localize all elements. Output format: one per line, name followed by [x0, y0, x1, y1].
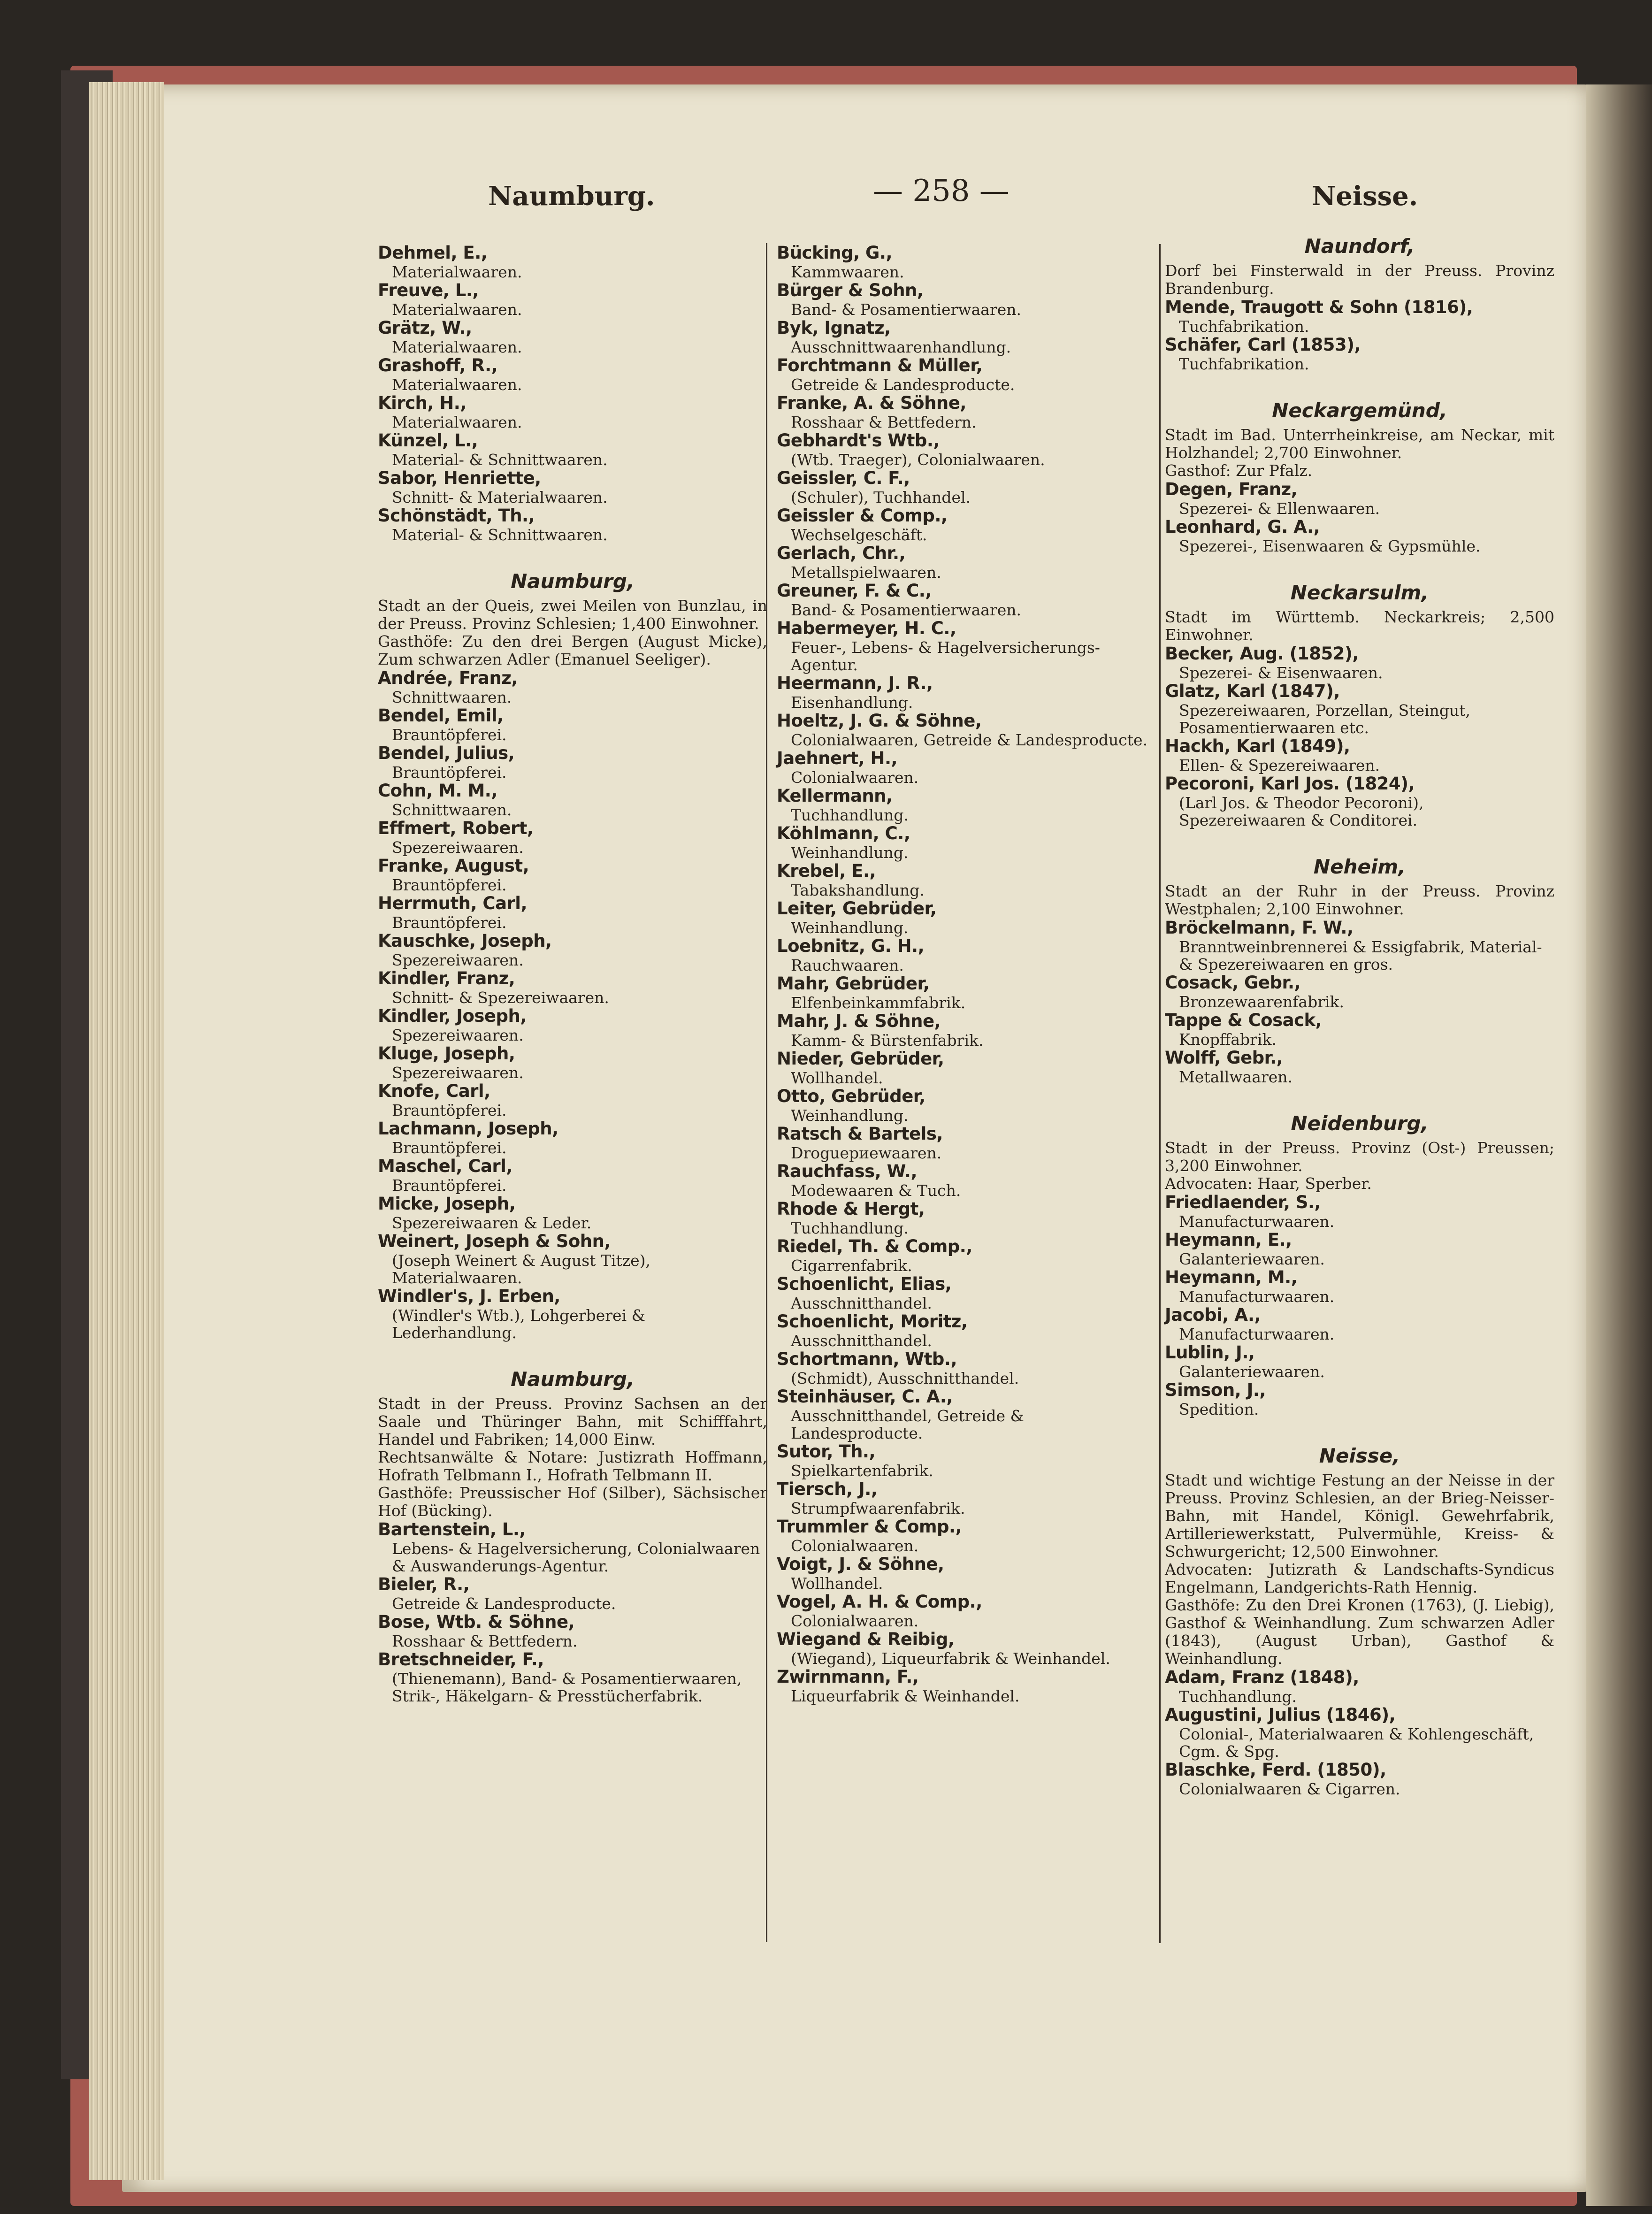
city-heading: Neckarsulm, — [1290, 581, 1429, 604]
directory-entry — [1165, 973, 1554, 1011]
directory-entry — [777, 1555, 1158, 1592]
entry-trade: Tuchhandlung. — [791, 1219, 909, 1237]
directory-entry — [1165, 335, 1554, 373]
directory-entry — [1165, 1230, 1554, 1268]
city-description: Gasthöfe: Zu den drei Bergen (August Micke), Zum schwarzen Adler (Emanuel Seeliger). — [378, 632, 767, 668]
city-description: Dorf bei Finsterwald in der Preuss. Provinz Brandenburg. — [1165, 261, 1554, 298]
directory-entry — [777, 1087, 1158, 1124]
entry-trade: Spezereiwaaren. — [392, 951, 524, 969]
entry-name: Simson, J., — [1165, 1380, 1266, 1400]
city-heading: Neckargemünd, — [1272, 399, 1447, 422]
directory-entry — [378, 743, 767, 781]
directory-entry — [777, 318, 1158, 356]
entry-name: Schäfer, Carl (1853), — [1165, 335, 1361, 355]
directory-entry — [777, 1592, 1158, 1630]
entry-name: Trummler & Comp., — [777, 1517, 962, 1537]
directory-entry — [378, 894, 767, 931]
directory-entry — [777, 581, 1158, 619]
directory-entry — [777, 786, 1158, 824]
city-heading: Neisse, — [1319, 1444, 1400, 1467]
entry-name: Schoenlicht, Elias, — [777, 1274, 952, 1294]
entry-trade: Tuchfabrikation. — [1179, 355, 1309, 373]
directory-entry — [777, 243, 1158, 281]
entry-name: Knofe, Carl, — [378, 1081, 490, 1101]
entry-trade: Cigarrenfabrik. — [791, 1256, 912, 1275]
entry-name: Kindler, Franz, — [378, 968, 515, 988]
directory-entry — [378, 243, 767, 281]
directory-entry — [378, 356, 767, 393]
entry-trade: Material- & Schnittwaaren. — [392, 451, 608, 469]
directory-entry — [1165, 1193, 1554, 1230]
city-heading: Naumburg, — [511, 570, 635, 593]
entry-name: Hoeltz, J. G. & Söhne, — [777, 711, 982, 731]
entry-trade: Modewaaren & Tuch. — [791, 1181, 961, 1200]
entry-name: Augustini, Julius (1846), — [1165, 1705, 1396, 1725]
city-heading: Neheim, — [1313, 855, 1406, 878]
entry-trade: Colonialwaaren. — [791, 1537, 919, 1555]
entry-trade: Galanteriewaaren. — [1179, 1363, 1325, 1381]
entry-trade: Rauchwaaren. — [791, 956, 904, 974]
directory-entry — [777, 1517, 1158, 1555]
entry-name: Friedlaender, S., — [1165, 1192, 1321, 1212]
entry-trade: Brauntöpferei. — [392, 913, 507, 932]
entry-trade: Tuchhandlung. — [791, 806, 909, 824]
page-edges — [89, 82, 164, 2180]
entry-trade: (Schmidt), Ausschnitthandel. — [791, 1369, 1019, 1387]
directory-entry — [777, 356, 1158, 393]
entry-name: Otto, Gebrüder, — [777, 1086, 925, 1106]
entry-name: Gebhardt's Wtb., — [777, 430, 940, 451]
entry-name: Künzel, L., — [378, 430, 478, 451]
entry-name: Schoenlicht, Moritz, — [777, 1311, 968, 1332]
entry-name: Tiersch, J., — [777, 1479, 878, 1499]
entry-name: Forchtmann & Müller, — [777, 355, 983, 375]
entry-name: Lachmann, Joseph, — [378, 1118, 558, 1139]
directory-entry — [1165, 682, 1554, 736]
directory-entry — [1165, 918, 1554, 973]
entry-trade: Colonialwaaren. — [791, 1612, 919, 1630]
entry-trade: Weinhandlung. — [791, 843, 909, 862]
directory-entry — [378, 393, 767, 431]
entry-name: Heermann, J. R., — [777, 673, 933, 693]
entry-trade: Manufacturwaaren. — [1179, 1325, 1335, 1343]
entry-name: Hackh, Karl (1849), — [1165, 736, 1350, 756]
directory-entry — [378, 1650, 767, 1705]
city-description: Stadt an der Ruhr in der Preuss. Provinz Westphalen; 2,100 Einwohner. — [1165, 882, 1554, 918]
entry-trade: (Joseph Weinert & August Titze), Materialwaaren. — [392, 1251, 651, 1287]
entry-name: Freuve, L., — [378, 280, 479, 300]
entry-trade: Schnittwaaren. — [392, 801, 512, 819]
entry-trade: Tabakshandlung. — [791, 881, 925, 899]
entry-trade: Brauntöpferei. — [392, 726, 507, 744]
directory-entry — [1165, 1011, 1554, 1048]
directory-entry — [777, 861, 1158, 899]
entry-name: Bartenstein, L., — [378, 1519, 526, 1540]
directory-entry — [777, 1011, 1158, 1049]
directory-entry — [378, 1232, 767, 1287]
entry-name: Rhode & Hergt, — [777, 1199, 925, 1219]
entry-name: Gerlach, Chr., — [777, 543, 906, 563]
entry-name: Riedel, Th. & Comp., — [777, 1236, 972, 1256]
directory-entry — [777, 1274, 1158, 1312]
city-description: Stadt an der Queis, zwei Meilen von Bunzlau, in der Preuss. Provinz Schlesien; 1,400 Einwohner. — [378, 597, 767, 633]
entry-trade: Colonial-, Materialwaaren & Kohlengeschäft, Cgm. & Spg. — [1179, 1725, 1534, 1761]
directory-entry — [1165, 1380, 1554, 1418]
entry-name: Nieder, Gebrüder, — [777, 1049, 944, 1069]
entry-trade: Metallspielwaaren. — [791, 563, 941, 582]
directory-entry — [777, 1199, 1158, 1237]
city-heading: Neidenburg, — [1291, 1112, 1429, 1135]
entry-name: Leiter, Gebrüder, — [777, 898, 937, 919]
directory-entry — [1165, 298, 1554, 335]
entry-name: Geissler & Comp., — [777, 506, 948, 526]
city-description: Gasthof: Zur Pfalz. — [1165, 461, 1313, 480]
entry-name: Zwirnmann, F., — [777, 1667, 919, 1687]
directory-entry — [378, 1006, 767, 1044]
entry-trade: (Wtb. Traeger), Colonialwaaren. — [791, 451, 1045, 469]
entry-name: Effmert, Robert, — [378, 818, 534, 838]
entry-trade: (Windler's Wtb.), Lohgerberei & Lederhandlung. — [392, 1306, 645, 1342]
entry-trade: Spezereiwaaren. — [392, 1064, 524, 1082]
directory-entry — [777, 1349, 1158, 1387]
directory-entry — [777, 1667, 1158, 1705]
entry-trade: (Wiegand), Liqueurfabrik & Weinhandel. — [791, 1649, 1110, 1668]
entry-trade: Spezerei- & Ellenwaaren. — [1179, 499, 1380, 518]
entry-name: Loebnitz, G. H., — [777, 936, 925, 956]
entry-name: Habermeyer, H. C., — [777, 618, 956, 638]
entry-name: Geissler, C. F., — [777, 468, 910, 488]
entry-trade: Kammwaaren. — [791, 263, 904, 281]
entry-trade: Branntweinbrennerei & Essigfabrik, Material- & Spezereiwaaren en gros. — [1179, 938, 1542, 973]
entry-name: Andrée, Franz, — [378, 668, 518, 688]
directory-entry — [777, 468, 1158, 506]
entry-name: Mahr, Gebrüder, — [777, 973, 930, 994]
directory-entry — [378, 1044, 767, 1081]
directory-entry — [777, 1312, 1158, 1349]
entry-name: Dehmel, E., — [378, 243, 488, 263]
entry-trade: Band- & Posamentierwaaren. — [791, 300, 1021, 319]
entry-name: Weinert, Joseph & Sohn, — [378, 1231, 611, 1251]
entry-trade: Liqueurfabrik & Weinhandel. — [791, 1687, 1020, 1705]
directory-entry — [378, 318, 767, 356]
entry-name: Bretschneider, F., — [378, 1649, 544, 1670]
city-description: Rechtsanwälte & Notare: Justizrath Hoffmann, Hofrath Telbmann I., Hofrath Telbmann II. — [378, 1448, 767, 1484]
entry-name: Bröckelmann, F. W., — [1165, 918, 1354, 938]
directory-entry — [378, 931, 767, 969]
entry-trade: Wollhandel. — [791, 1069, 883, 1087]
directory-entry — [777, 974, 1158, 1011]
entry-name: Greuner, F. & C., — [777, 581, 932, 601]
directory-entry — [777, 619, 1158, 674]
directory-entry — [1165, 774, 1554, 829]
entry-trade: Wechselgeschäft. — [791, 526, 927, 544]
directory-entry — [378, 668, 767, 706]
directory-entry — [777, 281, 1158, 318]
entry-trade: Ausschnittwaarenhandlung. — [791, 338, 1011, 356]
city-description: Gasthöfe: Preussischer Hof (Silber), Sächsischer Hof (Bücking). — [378, 1484, 767, 1520]
entry-name: Leonhard, G. A., — [1165, 517, 1320, 537]
entry-name: Ratsch & Bartels, — [777, 1124, 943, 1144]
directory-entry — [378, 856, 767, 894]
entry-name: Kindler, Joseph, — [378, 1006, 527, 1026]
entry-trade: Spielkartenfabrik. — [791, 1462, 933, 1480]
entry-name: Mahr, J. & Söhne, — [777, 1011, 941, 1031]
directory-entry — [1165, 1760, 1554, 1798]
directory-entry — [378, 969, 767, 1006]
city-description: Stadt und wichtige Festung an der Neisse in der Preuss. Provinz Schlesien, an der Brieg-Neisser-Bahn, mit Handel, Königl. Gewehrfabrik, Artilleriewerkstatt, Pulvermühle, Kreiss- & Schwurgericht; 12,500 Einwohner. — [1165, 1471, 1554, 1561]
entry-name: Sabor, Henriette, — [378, 468, 541, 488]
directory-entry — [777, 1124, 1158, 1162]
directory-entry — [378, 1194, 767, 1232]
entry-name: Lublin, J., — [1165, 1342, 1255, 1363]
entry-name: Bücking, G., — [777, 243, 893, 263]
directory-entry — [777, 1049, 1158, 1087]
entry-trade: (Larl Jos. & Theodor Pecoroni), Spezereiwaaren & Conditorei. — [1179, 794, 1424, 829]
entry-trade: Galanteriewaaren. — [1179, 1250, 1325, 1268]
entry-trade: Wollhandel. — [791, 1574, 883, 1593]
city-description: Stadt in der Preuss. Provinz (Ost-) Preussen; 3,200 Einwohner. — [1165, 1139, 1554, 1175]
city-heading: Naundorf, — [1304, 235, 1415, 258]
directory-entry — [378, 1287, 767, 1341]
entry-trade: (Schuler), Tuchhandel. — [791, 488, 971, 506]
entry-trade: Materialwaaren. — [392, 300, 522, 319]
entry-trade: Weinhandlung. — [791, 1106, 909, 1125]
entry-trade: Bronzewaarenfabrik. — [1179, 993, 1345, 1011]
directory-entry — [777, 1479, 1158, 1517]
directory-entry — [378, 1119, 767, 1157]
directory-entry — [777, 749, 1158, 786]
directory-entry — [1165, 1305, 1554, 1343]
entry-name: Pecoroni, Karl Jos. (1824), — [1165, 774, 1415, 794]
entry-trade: Manufacturwaaren. — [1179, 1212, 1335, 1231]
entry-trade: Materialwaaren. — [392, 375, 522, 394]
entry-trade: Lebens- & Hagelversicherung, Colonialwaaren & Auswanderungs-Agentur. — [392, 1540, 760, 1575]
entry-name: Wolff, Gebr., — [1165, 1048, 1283, 1068]
directory-entry — [777, 674, 1158, 711]
entry-trade: Colonialwaaren. — [791, 768, 919, 787]
entry-trade: Colonialwaaren, Getreide & Landesproducte. — [791, 731, 1148, 749]
entry-trade: Rosshaar & Bettfedern. — [791, 413, 977, 431]
city-description: Stadt in der Preuss. Provinz Sachsen an der Saale und Thüringer Bahn, mit Schifffahrt, Handel und Fabriken; 14,000 Einw. — [378, 1394, 767, 1448]
city-description: Advocaten: Jutizrath & Landschafts-Syndicus Engelmann, Landgerichts-Rath Hennig. — [1165, 1560, 1554, 1596]
directory-entry — [777, 1630, 1158, 1667]
running-head-right: Neisse. — [1312, 181, 1418, 212]
directory-entry — [378, 1081, 767, 1119]
entry-trade: Manufacturwaaren. — [1179, 1287, 1335, 1306]
entry-trade: Strumpfwaarenfabrik. — [791, 1499, 965, 1517]
entry-trade: Weinhandlung. — [791, 919, 909, 937]
entry-name: Rauchfass, W., — [777, 1161, 918, 1181]
directory-entry — [378, 431, 767, 468]
entry-name: Heymann, M., — [1165, 1267, 1298, 1287]
entry-trade: Ausschnitthandel, Getreide & Landesproducte. — [791, 1407, 1024, 1442]
entry-trade: Ellen- & Spezereiwaaren. — [1179, 756, 1380, 774]
entry-trade: Materialwaaren. — [392, 338, 522, 356]
entry-name: Adam, Franz (1848), — [1165, 1667, 1359, 1687]
directory-entry — [777, 936, 1158, 974]
entry-trade: Knopffabrik. — [1179, 1030, 1277, 1049]
entry-name: Glatz, Karl (1847), — [1165, 681, 1340, 701]
entry-trade: Getreide & Landesproducte. — [791, 375, 1015, 394]
entry-name: Kauschke, Joseph, — [378, 931, 552, 951]
entry-name: Byk, Ignatz, — [777, 318, 891, 338]
directory-entry — [777, 1237, 1158, 1274]
entry-trade: Schnitt- & Spezereiwaaren. — [392, 988, 609, 1007]
entry-trade: Rosshaar & Bettfedern. — [392, 1632, 578, 1650]
entry-name: Herrmuth, Carl, — [378, 893, 528, 913]
city-description: Stadt im Bad. Unterrheinkreise, am Neckar, mit Holzhandel; 2,700 Einwohner. — [1165, 426, 1554, 462]
entry-name: Kirch, H., — [378, 393, 467, 413]
entry-name: Grätz, W., — [378, 318, 472, 338]
entry-name: Bürger & Sohn, — [777, 280, 924, 300]
entry-name: Voigt, J. & Söhne, — [777, 1554, 944, 1574]
entry-trade: Spezerei- & Eisenwaaren. — [1179, 664, 1383, 682]
directory-entry — [777, 544, 1158, 581]
entry-trade: Schnittwaaren. — [392, 688, 512, 706]
entry-name: Bose, Wtb. & Söhne, — [378, 1612, 575, 1632]
entry-trade: Spezerei-, Eisenwaaren & Gypsmühle. — [1179, 537, 1481, 555]
city-heading: Naumburg, — [511, 1368, 635, 1391]
city-description: Stadt im Württemb. Neckarkreis; 2,500 Einwohner. — [1165, 608, 1554, 644]
entry-name: Bendel, Emil, — [378, 705, 504, 726]
entry-trade: Colonialwaaren & Cigarren. — [1179, 1780, 1400, 1798]
directory-entry — [777, 506, 1158, 544]
entry-trade: Eisenhandlung. — [791, 693, 913, 712]
entry-trade: Spezereiwaaren. — [392, 1026, 524, 1044]
directory-entry — [1165, 644, 1554, 682]
directory-entry — [378, 281, 767, 318]
city-description: Advocaten: Haar, Sperber. — [1165, 1174, 1372, 1193]
city-description: Gasthöfe: Zu den Drei Kronen (1763), (J. Liebig), Gasthof & Weinhandlung. Zum schwarzen Adler (1843), (August Urban), Gasthof & Weinhandlung. — [1165, 1596, 1554, 1668]
entry-name: Blaschke, Ferd. (1850), — [1165, 1760, 1386, 1780]
entry-name: Cohn, M. M., — [378, 781, 497, 801]
entry-name: Krebel, E., — [777, 861, 876, 881]
entry-trade: Materialwaaren. — [392, 413, 522, 431]
directory-entry — [777, 431, 1158, 468]
entry-name: Schönstädt, Th., — [378, 506, 535, 526]
entry-trade: Brauntöpferei. — [392, 763, 507, 781]
entry-trade: Brauntöpferei. — [392, 1101, 507, 1119]
entry-name: Cosack, Gebr., — [1165, 973, 1301, 993]
entry-trade: Spezereiwaaren. — [392, 838, 524, 857]
facing-page-shadow — [1586, 84, 1652, 2206]
directory-entry — [1165, 736, 1554, 774]
entry-name: Steinhäuser, C. A., — [777, 1387, 953, 1407]
entry-name: Kellermann, — [777, 786, 893, 806]
entry-name: Schortmann, Wtb., — [777, 1349, 957, 1369]
entry-name: Mende, Traugott & Sohn (1816), — [1165, 297, 1473, 317]
entry-trade: Ausschnitthandel. — [791, 1294, 932, 1312]
entry-name: Sutor, Th., — [777, 1441, 876, 1462]
entry-name: Franke, A. & Söhne, — [777, 393, 966, 413]
entry-name: Bendel, Julius, — [378, 743, 515, 763]
entry-trade: Metallwaaren. — [1179, 1068, 1293, 1086]
entry-trade: Kamm- & Bürstenfabrik. — [791, 1031, 984, 1050]
entry-name: Maschel, Carl, — [378, 1156, 512, 1176]
directory-entry — [1165, 1048, 1554, 1086]
entry-trade: Material- & Schnittwaaren. — [392, 526, 608, 544]
directory-entry — [378, 506, 767, 544]
directory-entry — [777, 711, 1158, 749]
directory-entry — [1165, 1343, 1554, 1380]
entry-trade: Materialwaaren. — [392, 263, 522, 281]
entry-name: Heymann, E., — [1165, 1230, 1292, 1250]
running-head-left: Naumburg. — [488, 181, 655, 212]
page-number: — 258 — — [873, 174, 1010, 208]
directory-entry — [1165, 517, 1554, 555]
entry-name: Becker, Aug. (1852), — [1165, 644, 1359, 664]
entry-trade: Spezereiwaaren & Leder. — [392, 1214, 592, 1232]
entry-trade: (Thienemann), Band- & Posamentierwaaren, Strik-, Häkelgarn- & Presstücherfabrik. — [392, 1670, 742, 1705]
directory-entry — [777, 393, 1158, 431]
entry-trade: Schnitt- & Materialwaaren. — [392, 488, 608, 506]
entry-trade: Getreide & Landesproducte. — [392, 1594, 616, 1613]
entry-trade: Brauntöpferei. — [392, 1176, 507, 1195]
directory-entry — [378, 706, 767, 743]
entry-trade: Elfenbeinkammfabrik. — [791, 994, 966, 1012]
entry-name: Degen, Franz, — [1165, 479, 1298, 499]
entry-name: Jacobi, A., — [1165, 1305, 1261, 1325]
directory-entry — [378, 1612, 767, 1650]
entry-name: Wiegand & Reibig, — [777, 1629, 955, 1649]
entry-trade: Spezereiwaaren, Porzellan, Steingut, Posamentierwaaren etc. — [1179, 701, 1470, 737]
directory-entry — [378, 1157, 767, 1194]
entry-name: Köhlmann, C., — [777, 823, 910, 843]
directory-entry — [378, 468, 767, 506]
entry-trade: Ausschnitthandel. — [791, 1332, 932, 1350]
entry-trade: Tuchhandlung. — [1179, 1687, 1297, 1706]
directory-entry — [777, 1442, 1158, 1479]
directory-entry — [777, 1387, 1158, 1442]
directory-entry — [378, 781, 767, 819]
entry-trade: Spedition. — [1179, 1400, 1259, 1418]
directory-entry — [1165, 1668, 1554, 1705]
entry-name: Grashoff, R., — [378, 355, 498, 375]
entry-name: Micke, Joseph, — [378, 1194, 516, 1214]
entry-name: Franke, August, — [378, 856, 529, 876]
directory-column-1 — [378, 243, 767, 1705]
directory-entry — [378, 1520, 767, 1575]
directory-entry — [378, 819, 767, 856]
entry-name: Bieler, R., — [378, 1574, 470, 1594]
column-rule — [1159, 244, 1161, 1943]
directory-entry — [1165, 480, 1554, 517]
entry-trade: Droguериewaaren. — [791, 1144, 942, 1162]
entry-trade: Brauntöpferei. — [392, 876, 507, 894]
directory-entry — [1165, 1268, 1554, 1305]
entry-trade: Band- & Posamentierwaaren. — [791, 601, 1021, 619]
directory-entry — [777, 824, 1158, 861]
entry-name: Windler's, J. Erben, — [378, 1286, 560, 1306]
entry-name: Vogel, A. H. & Comp., — [777, 1592, 982, 1612]
entry-name: Jaehnert, H., — [777, 748, 898, 768]
entry-name: Tappe & Cosack, — [1165, 1010, 1322, 1030]
entry-name: Kluge, Joseph, — [378, 1043, 515, 1064]
entry-trade: Feuer-, Lebens- & Hagelversicherungs-Agentur. — [791, 638, 1100, 674]
directory-column-2 — [777, 243, 1158, 1705]
directory-entry — [1165, 1705, 1554, 1760]
directory-entry — [777, 899, 1158, 936]
directory-entry — [777, 1162, 1158, 1199]
directory-entry — [378, 1575, 767, 1612]
entry-trade: Brauntöpferei. — [392, 1139, 507, 1157]
directory-column-3 — [1165, 237, 1554, 1798]
entry-trade: Tuchfabrikation. — [1179, 317, 1309, 336]
